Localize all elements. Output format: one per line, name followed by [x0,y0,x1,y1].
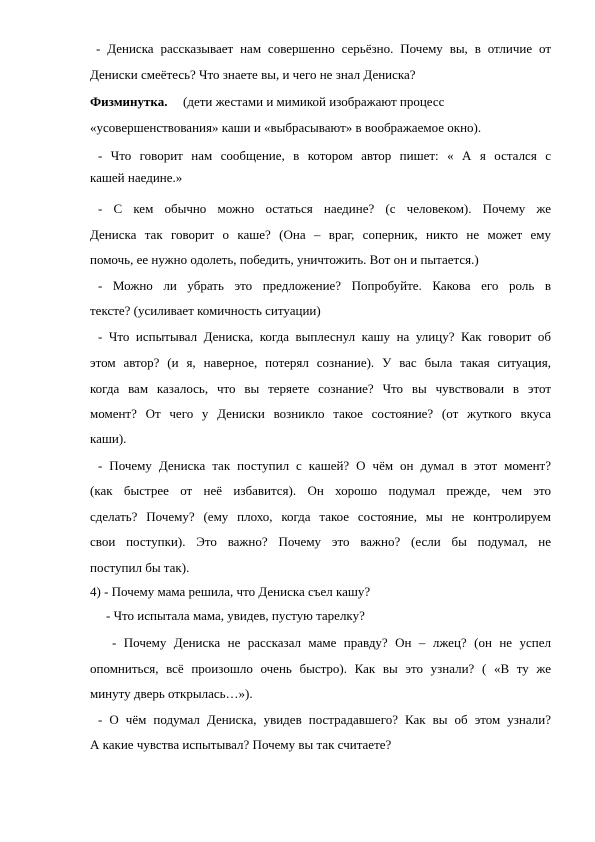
text-line: 4) - Почему мама решила, что Дениска съел кашу? [90,584,371,599]
text-line: этом автор? (и я, наверное, потерял сознание). У вас была такая ситуация, [90,355,551,370]
text-line: А какие чувства испытывал? Почему вы так считаете? [90,737,392,752]
text-line: - Что испытала мама, увидев, пустую тарелку? [106,608,365,623]
text-line: каши). [90,431,127,446]
text-line: (дети жестами и мимикой изображают процесс [183,94,445,109]
text-line: свои поступки). Это важно? Почему это важно? (если бы подумал, не [90,534,551,549]
text-line: момент? От чего у Дениски возникло такое состояние? (от жуткого вкуса [90,406,551,421]
text-line: - Что испытывал Дениска, когда выплеснул кашу на улицу? Как говорит об [98,329,551,344]
paragraph-line [0,711,595,729]
paragraph-line [0,40,595,58]
text-line: кашей наедине.» [90,170,183,185]
text-line: сделать? Почему? (ему плохо, когда такое состояние, мы не контролируем [90,509,551,524]
paragraph-line [0,634,595,652]
paragraph-line [0,66,595,84]
paragraph-line [0,169,595,187]
text-line: «усовершенствования» каши и «выбрасывают» в воображаемое окно). [90,120,482,135]
paragraph-line [0,533,595,551]
text-line: опомниться, всё произошло очень быстро). Как вы это узнали? ( «В ту же [90,661,551,676]
paragraph-line [0,482,595,500]
text-line: помочь, ее нужно одолеть, победить, уничтожить. Вот он и пытается.) [90,252,479,267]
paragraph-line [0,251,595,269]
paragraph-line [0,559,595,577]
text-line: Дениска так говорит о каше? (Она – враг, соперник, никто не может ему [90,227,551,242]
text-line: - Что говорит нам сообщение, в котором автор пишет: « А я остался с [98,148,551,163]
text-line: - Почему Дениска не рассказал маме правду? Он – лжец? (он не успел [112,635,551,650]
paragraph-line [0,119,595,137]
text-line: (как быстрее от неё избавится). Он хорошо подумал прежде, чем это [90,483,551,498]
physical-break-heading: Физминутка. [90,94,168,109]
text-line: Дениски смеётесь? Что знаете вы, и чего не знал Дениска? [90,67,416,82]
text-line: - Дениска рассказывает нам совершенно серьёзно. Почему вы, в отличие от [96,41,551,56]
text-line: поступил бы так). [90,560,190,575]
paragraph-line [0,736,595,754]
paragraph-line [0,583,595,601]
paragraph-line [0,430,595,448]
paragraph-line [0,328,595,346]
paragraph-line [0,200,595,218]
paragraph-line [0,660,595,678]
text-line: - Почему Дениска так поступил с кашей? О чём он думал в этот момент? [98,458,551,473]
text-line: тексте? (усиливает комичность ситуации) [90,303,321,318]
text-line: минуту дверь открылась…»). [90,686,253,701]
paragraph-line [0,685,595,703]
paragraph-line [0,380,595,398]
paragraph-line [0,457,595,475]
paragraph-line [0,607,595,625]
paragraph-line [0,93,595,111]
text-line: - С кем обычно можно остаться наедине? (с человеком). Почему же [98,201,551,216]
paragraph-line [0,354,595,372]
text-line: когда вам казалось, что вы теряете сознание? Что вы чувствовали в этот [90,381,551,396]
text-line: - Можно ли убрать это предложение? Попробуйте. Какова его роль в [98,278,551,293]
paragraph-line [0,277,595,295]
paragraph-line [0,302,595,320]
paragraph-line [0,226,595,244]
text-line: - О чём подумал Дениска, увидев пострадавшего? Как вы об этом узнали? [98,712,551,727]
paragraph-line [0,405,595,423]
paragraph-line [0,147,595,165]
paragraph-line [0,508,595,526]
